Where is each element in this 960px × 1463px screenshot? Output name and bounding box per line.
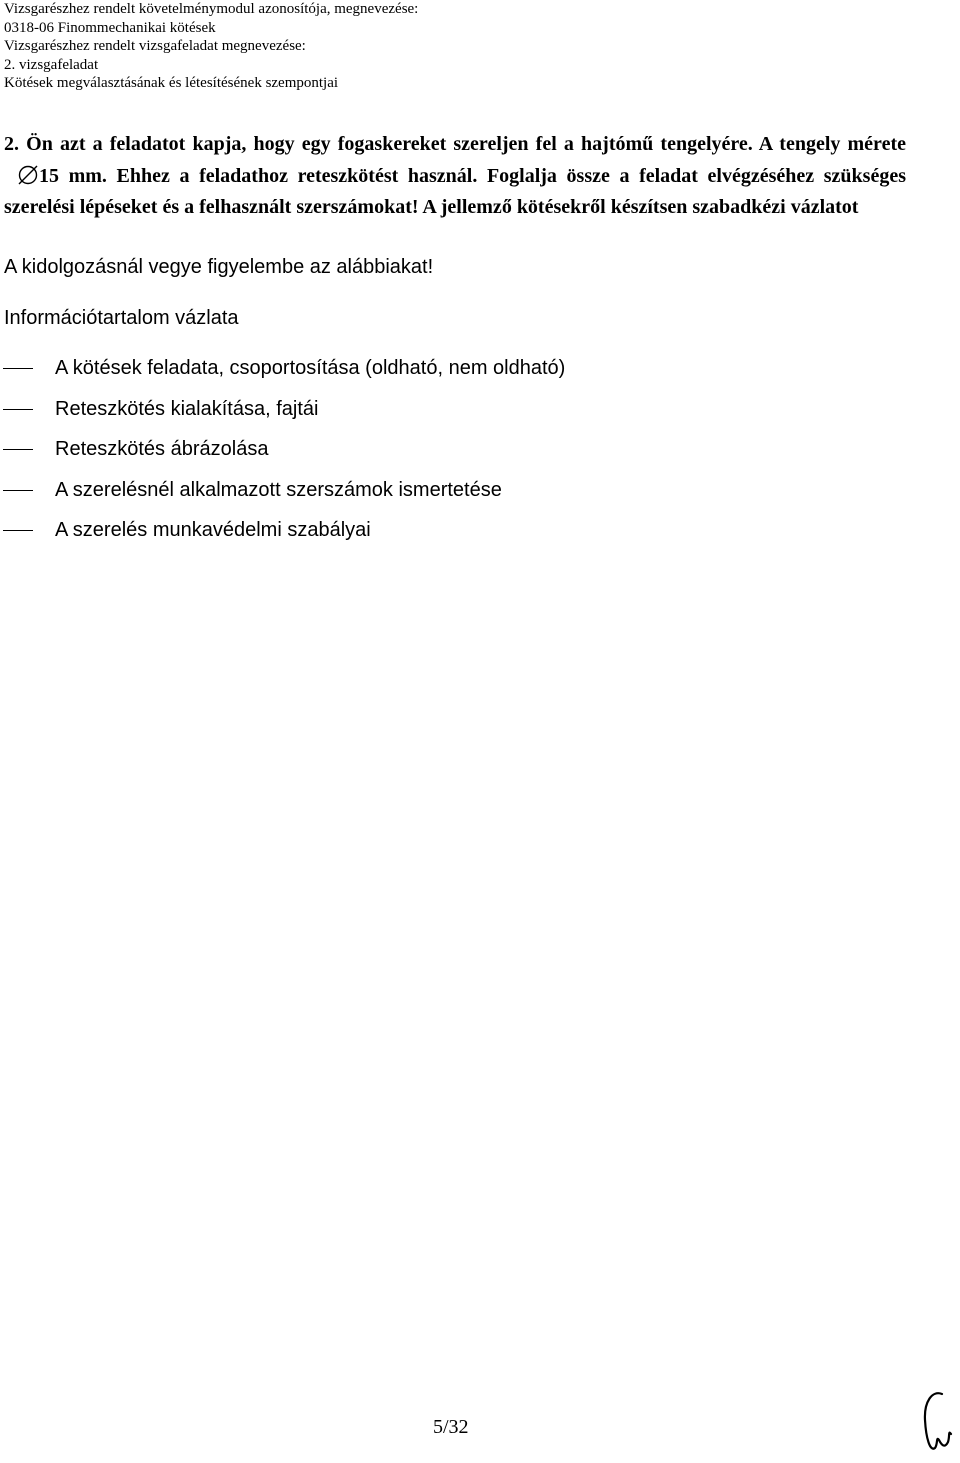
header-task-title: Kötések megválasztásának és létesítésének szempontjai <box>4 75 339 91</box>
header-module-name: 0318-06 Finommechanikai kötések <box>4 19 216 36</box>
task-text-part1: 2. Ön azt a feladatot kapja, hogy egy fogaskereket szereljen fel a hajtómű tengelyére. A tengely mérete <box>4 133 906 155</box>
header-module-label: Vizsgarészhez rendelt követelménymodul azonosítója, megnevezése: <box>4 1 419 17</box>
header-task-label: Vizsgarészhez rendelt vizsgafeladat megnevezése: <box>4 38 306 54</box>
list-item-text: Reteszkötés ábrázolása <box>55 438 269 460</box>
document-header <box>4 0 418 93</box>
page-number: 5/32 <box>433 1416 469 1438</box>
list-item-text: Reteszkötés kialakítása, fajtái <box>55 397 319 420</box>
info-outline-title: Információtartalom vázlata <box>4 307 239 329</box>
dash-bullet-icon <box>3 409 33 410</box>
header-task-number: 2. vizsgafeladat <box>4 56 99 73</box>
dash-bullet-icon <box>3 449 33 450</box>
list-item-text: A szerelésnél alkalmazott szerszámok ismertetése <box>55 478 502 501</box>
list-item-text: A szerelés munkavédelmi szabályai <box>55 519 371 541</box>
task-text-part2: 15 mm. Ehhez a feladathoz reteszkötést használ. Foglalja össze a feladat elvégzéséhez szükséges szerelési lépéseket és a felhasznált szerszámokat! A jellemző kötésekről készítsen szabadkézi vázlatot <box>4 164 906 218</box>
task-description <box>4 129 906 224</box>
dash-bullet-icon <box>3 490 33 491</box>
list-item-text: A kötések feladata, csoportosítása (oldható, nem oldható) <box>55 357 566 379</box>
dash-bullet-icon <box>3 368 33 369</box>
signature-mark <box>918 1386 956 1463</box>
diameter-icon <box>18 165 38 185</box>
dash-bullet-icon <box>3 530 33 531</box>
instruction-text: A kidolgozásnál vegye figyelembe az alábbiakat! <box>4 256 434 278</box>
